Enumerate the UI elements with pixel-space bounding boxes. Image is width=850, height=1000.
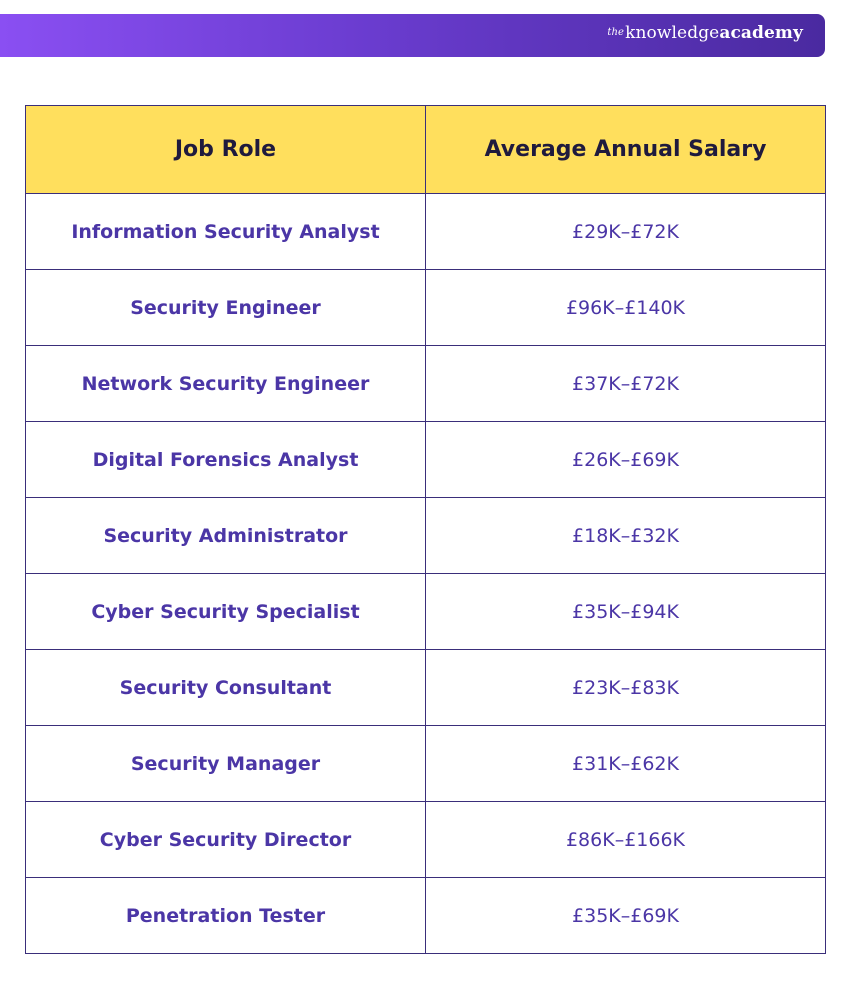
- table-row: [26, 422, 826, 498]
- table-row: [26, 802, 826, 878]
- table-row: [26, 726, 826, 802]
- job-role-cell: Security Administrator: [26, 498, 426, 574]
- salary-table: [25, 105, 826, 954]
- table-header-row: [26, 106, 826, 194]
- salary-cell: £37K–£72K: [426, 346, 826, 422]
- job-role-cell: Cyber Security Director: [26, 802, 426, 878]
- header-job-role: Job Role: [26, 106, 426, 194]
- table-row: [26, 270, 826, 346]
- brand-logo-the: the: [607, 27, 625, 38]
- salary-cell: £23K–£83K: [426, 650, 826, 726]
- table-row: [26, 878, 826, 954]
- job-role-cell: Security Manager: [26, 726, 426, 802]
- job-role-cell: Network Security Engineer: [26, 346, 426, 422]
- brand-logo-knowledge: knowledge: [625, 23, 720, 43]
- brand-logo-academy: academy: [719, 23, 803, 43]
- job-role-cell: Penetration Tester: [26, 878, 426, 954]
- salary-cell: £26K–£69K: [426, 422, 826, 498]
- salary-cell: £35K–£94K: [426, 574, 826, 650]
- job-role-cell: Information Security Analyst: [26, 194, 426, 270]
- job-role-cell: Security Consultant: [26, 650, 426, 726]
- table-row: [26, 574, 826, 650]
- job-role-cell: Cyber Security Specialist: [26, 574, 426, 650]
- brand-logo: [607, 23, 803, 43]
- header-average-annual-salary: Average Annual Salary: [426, 106, 826, 194]
- table-row: [26, 194, 826, 270]
- salary-cell: £86K–£166K: [426, 802, 826, 878]
- brand-banner: [0, 14, 825, 57]
- job-role-cell: Digital Forensics Analyst: [26, 422, 426, 498]
- salary-cell: £35K–£69K: [426, 878, 826, 954]
- table-row: [26, 498, 826, 574]
- salary-cell: £29K–£72K: [426, 194, 826, 270]
- job-role-cell: Security Engineer: [26, 270, 426, 346]
- table-row: [26, 346, 826, 422]
- table-row: [26, 650, 826, 726]
- salary-cell: £18K–£32K: [426, 498, 826, 574]
- salary-cell: £96K–£140K: [426, 270, 826, 346]
- salary-cell: £31K–£62K: [426, 726, 826, 802]
